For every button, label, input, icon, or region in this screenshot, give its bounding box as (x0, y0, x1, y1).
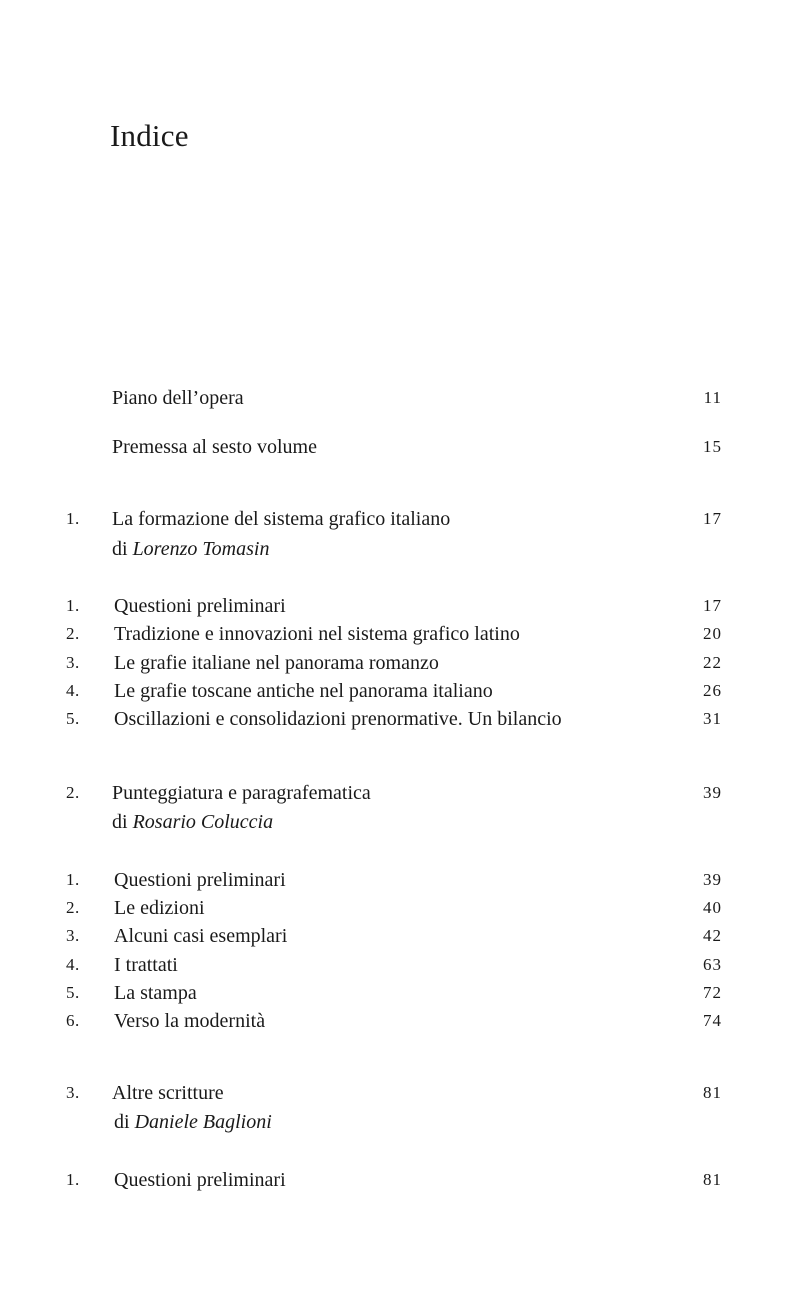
section-number: 6. (66, 1011, 80, 1030)
toc-section-entry (0, 1166, 800, 1194)
section-page: 39 (703, 870, 722, 889)
section-page: 42 (703, 926, 722, 945)
section-page: 17 (703, 596, 722, 615)
toc-entry-title: Piano dell’opera (112, 387, 244, 409)
section-title: Le grafie italiane nel panorama romanzo (114, 652, 439, 674)
toc-chapter-heading (0, 1079, 800, 1107)
author-prefix: di (114, 1111, 130, 1133)
toc-entry-page: 15 (703, 437, 722, 456)
toc-section-entry (0, 951, 800, 979)
section-page: 72 (703, 983, 722, 1002)
toc-section-entry (0, 922, 800, 950)
toc-entry-front (0, 433, 800, 461)
chapter-author-line (114, 1108, 272, 1136)
section-number: 2. (66, 898, 80, 917)
section-title: Questioni preliminari (114, 1169, 286, 1191)
chapter-page: 17 (703, 509, 722, 528)
section-title: Le grafie toscane antiche nel panorama italiano (114, 680, 493, 702)
chapter-number: 3. (66, 1083, 80, 1102)
section-page: 81 (703, 1170, 722, 1189)
section-title: Questioni preliminari (114, 595, 286, 617)
section-page: 40 (703, 898, 722, 917)
chapter-author: Lorenzo Tomasin (132, 538, 270, 560)
chapter-author: Daniele Baglioni (134, 1111, 272, 1133)
toc-chapter-heading (0, 779, 800, 807)
chapter-page: 81 (703, 1083, 722, 1102)
toc-entry-page: 11 (703, 388, 722, 407)
section-title: Tradizione e innovazioni nel sistema grafico latino (114, 623, 520, 645)
section-page: 74 (703, 1011, 722, 1030)
section-page: 22 (703, 653, 722, 672)
chapter-author: Rosario Coluccia (132, 811, 274, 833)
section-page: 26 (703, 681, 722, 700)
section-number: 2. (66, 624, 80, 643)
chapter-page: 39 (703, 783, 722, 802)
section-title: Verso la modernità (114, 1010, 266, 1032)
section-number: 1. (66, 1170, 80, 1189)
chapter-title: Punteggiatura e paragrafematica (112, 782, 371, 804)
section-number: 4. (66, 955, 80, 974)
toc-entry-front (0, 384, 800, 412)
chapter-author-line (112, 535, 269, 563)
section-title: Alcuni casi esemplari (114, 925, 288, 947)
toc-section-entry (0, 705, 800, 733)
section-page: 63 (703, 955, 722, 974)
section-number: 1. (66, 596, 80, 615)
section-title: Oscillazioni e consolidazioni prenormative. Un bilancio (114, 708, 562, 730)
author-prefix: di (112, 538, 128, 560)
chapter-title: La formazione del sistema grafico italiano (112, 508, 451, 530)
section-page: 31 (703, 709, 722, 728)
section-title: I trattati (114, 954, 178, 976)
section-title: Le edizioni (114, 897, 205, 919)
toc-chapter-heading (0, 505, 800, 533)
chapter-author-line (112, 808, 273, 836)
chapter-title: Altre scritture (112, 1082, 224, 1104)
section-number: 5. (66, 983, 80, 1002)
section-number: 5. (66, 709, 80, 728)
toc-section-entry (0, 592, 800, 620)
toc-entry-title: Premessa al sesto volume (112, 436, 317, 458)
toc-section-entry (0, 894, 800, 922)
toc-section-entry (0, 866, 800, 894)
section-number: 3. (66, 653, 80, 672)
toc-section-entry (0, 649, 800, 677)
chapter-number: 1. (66, 509, 80, 528)
chapter-number: 2. (66, 783, 80, 802)
section-page: 20 (703, 624, 722, 643)
section-title: Questioni preliminari (114, 869, 286, 891)
toc-section-entry (0, 677, 800, 705)
toc-section-entry (0, 979, 800, 1007)
section-number: 1. (66, 870, 80, 889)
toc-section-entry (0, 620, 800, 648)
section-number: 4. (66, 681, 80, 700)
toc-section-entry (0, 1007, 800, 1035)
section-number: 3. (66, 926, 80, 945)
section-title: La stampa (114, 982, 197, 1004)
author-prefix: di (112, 811, 128, 833)
page-title: Indice (110, 118, 189, 153)
